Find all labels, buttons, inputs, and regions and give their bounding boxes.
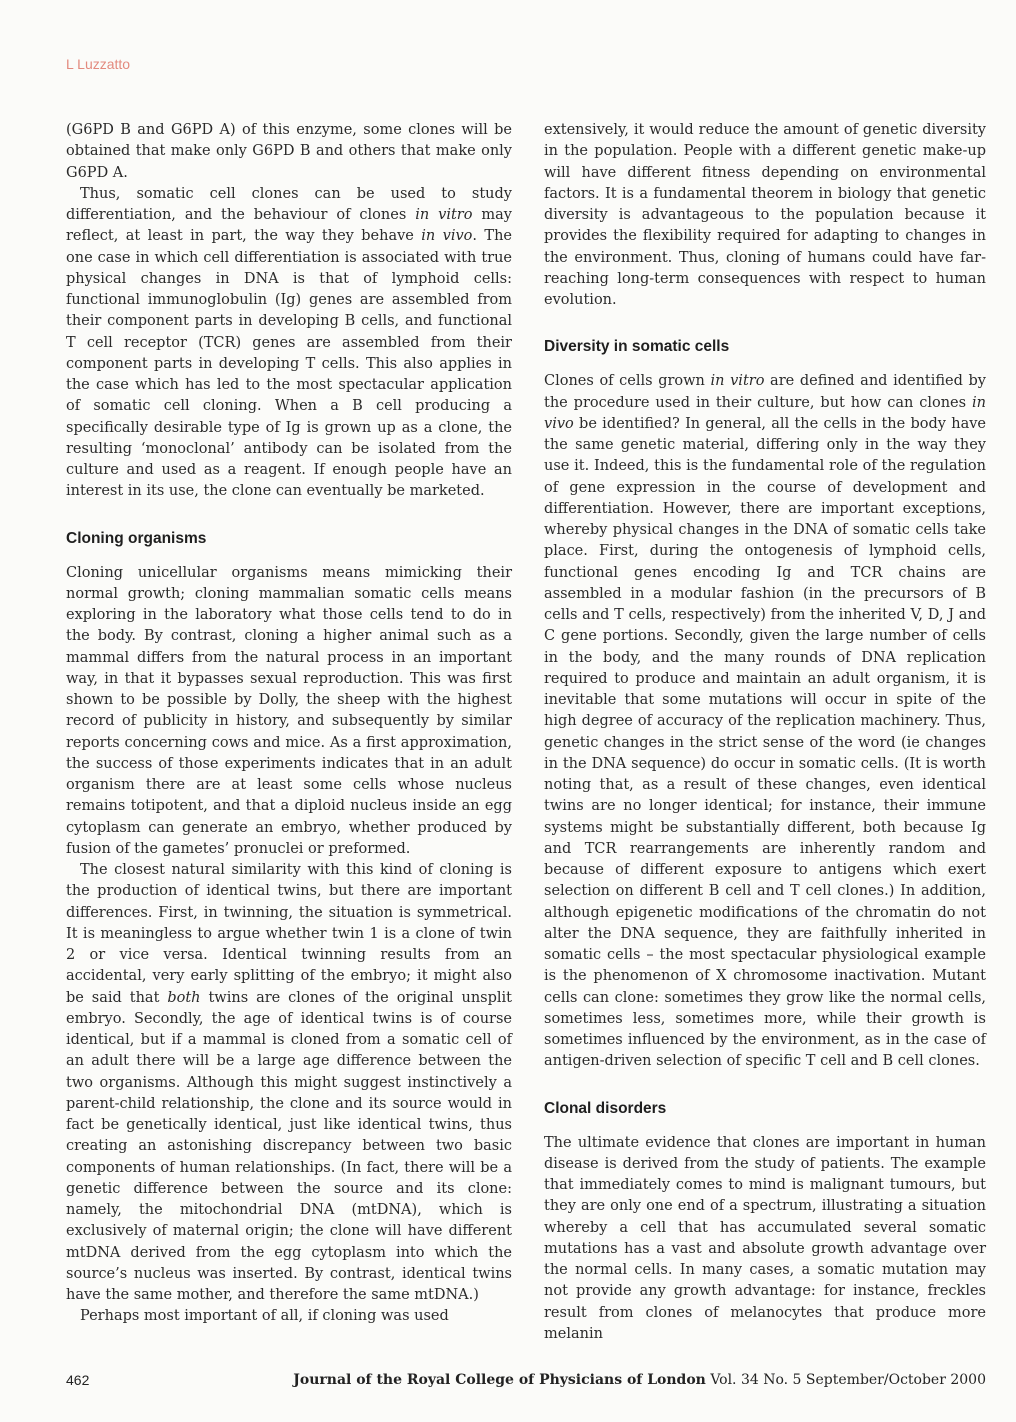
section-heading-diversity: Diversity in somatic cells	[544, 338, 730, 356]
running-head-author: L Luzzatto	[66, 56, 131, 72]
left-column	[66, 120, 512, 1328]
journal-issue: Vol. 34 No. 5 September/October 2000	[710, 1372, 986, 1388]
page-number: 462	[66, 1372, 90, 1388]
paragraph: extensively, it would reduce the amount of genetic diversity in the population. People with a different genetic make-up will have different fitness depending on environmental factors. It is a fundamental theorem in biology that genetic diversity is advantageous to the population because it provides the flexibility required for adapting to changes in the environment. Thus, cloning of humans could have far-reaching long-term consequences with respect to human evolution.	[544, 122, 986, 308]
paragraph: Perhaps most important of all, if cloning was used	[80, 1308, 449, 1325]
right-column	[544, 120, 986, 1345]
journal-citation	[293, 1372, 986, 1388]
paragraph: The ultimate evidence that clones are important in human disease is derived from the study of patients. The example that immediately comes to mind is malignant tumours, but they are only one end of a spectrum, illustrating a situation whereby a cell that has accumulated several somatic mutations has a vast and absolute growth advantage over the normal cells. In many cases, a somatic mutation may not provide any growth advantage: for instance, freckles result from clones of melanocytes that produce more melanin	[544, 1134, 986, 1342]
paragraph: Cloning unicellular organisms means mimicking their normal growth; cloning mammalian somatic cells means exploring in the laboratory what those cells tend to do in the body. By contrast, cloning a higher animal such as a mammal differs from the natural process in an important way, in that it bypasses sexual reproduction. This was first shown to be possible by Dolly, the sheep with the highest record of publicity in history, and subsequently by similar reports concerning cows and mice. As a first approximation, the success of those experiments indicates that in an adult organism there are at least some cells whose nucleus remains totipotent, and that a diploid nucleus inside an egg cytoplasm can generate an embryo, whether produced by fusion of the gametes’ pronuclei or preformed.	[66, 564, 512, 857]
journal-name: Journal of the Royal College of Physicians of London	[293, 1372, 706, 1388]
section-heading-clonal-disorders: Clonal disorders	[544, 1099, 667, 1117]
section-heading-cloning-organisms: Cloning organisms	[66, 529, 207, 547]
paragraph: Clones of cells grown in vitro are defined and identified by the procedure used in their culture, but how can clones in vivo be identified? In general, all the cells in the body have the same genetic material, differing only in the way they use it. Indeed, this is the fundamental role of the regulation of gene expression in the course of development and differentiation. However, there are important exceptions, whereby physical changes in the DNA of somatic cells take place. First, during the ontogenesis of lymphoid cells, functional genes encoding Ig and TCR chains are assembled in a modular fashion (in the precursors of B cells and T cells, respectively) from the inherited V, D, J and C gene portions. Secondly, given the large number of cells in the body, and the many rounds of DNA replication required to produce and maintain an adult organism, it is inevitable that some mutations will occur in spite of the high degree of accuracy of the replication machinery. Thus, genetic changes in the strict sense of the word (ie changes in the DNA sequence) do occur in somatic cells. (It is worth noting that, as a result of these changes, even identical twins are no longer identical; for instance, their immune systems might be substantially different, both because Ig and TCR rearrangements are inherently random and because of different exposure to antigens which exert selection on different B cell and T cell clones.) In addition, although epigenetic modifications of the chromatin do not alter the DNA sequence, they are faithfully inherited in somatic cells – the most spectacular physiological example is the phenomenon of X chromosome inactivation. Mutant cells can clone: sometimes they grow like the normal cells, sometimes less, sometimes more, while their growth is sometimes influenced by the environment, as in the case of antigen-driven selection of specific T cell and B cell clones.	[544, 373, 987, 1070]
paragraph: The closest natural similarity with this kind of cloning is the production of identical twins, but there are important differences. First, in twinning, the situation is symmetrical. It is meaningless to argue whether twin 1 is a clone of twin 2 or vice versa. Identical twinning results from an accidental, very early splitting of the embryo; it might also be said that both twins are clones of the original unsplit embryo. Secondly, the age of identical twins is of course identical, but if a mammal is cloned from a somatic cell of an adult there will be a large age difference between the two organisms. Although this might suggest instinctively a parent-child relationship, the clone and its source would in fact be genetically identical, just like identical twins, thus creating an astonishing discrepancy between two basic components of human relationships. (In fact, there will be a genetic difference between the source and its clone: namely, the mitochondrial DNA (mtDNA), which is exclusively of maternal origin; the clone will have different mtDNA derived from the egg cytoplasm into which the source’s nucleus was inserted. By contrast, identical twins have the same mother, and therefore the same mtDNA.)	[66, 862, 512, 1303]
paragraph: (G6PD B and G6PD A) of this enzyme, some clones will be obtained that make only G6PD B and others that make only G6PD A.	[66, 122, 512, 181]
paragraph: Thus, somatic cell clones can be used to study differentiation, and the behaviour of clones in vitro may reflect, at least in part, the way they behave in vivo. The one case in which cell differentiation is associated with true physical changes in DNA is that of lymphoid cells: functional immunoglobulin (Ig) genes are assembled from their component parts in developing B cells, and functional T cell receptor (TCR) genes are assembled from their component parts in developing T cells. This also applies in the case which has led to the most spectacular application of somatic cell cloning. When a B cell producing a specifically desirable type of Ig is grown up as a clone, the resulting ‘monoclonal’ antibody can be isolated from the culture and used as a reagent. If enough people have an interest in its use, the clone can eventually be marketed.	[66, 185, 512, 500]
